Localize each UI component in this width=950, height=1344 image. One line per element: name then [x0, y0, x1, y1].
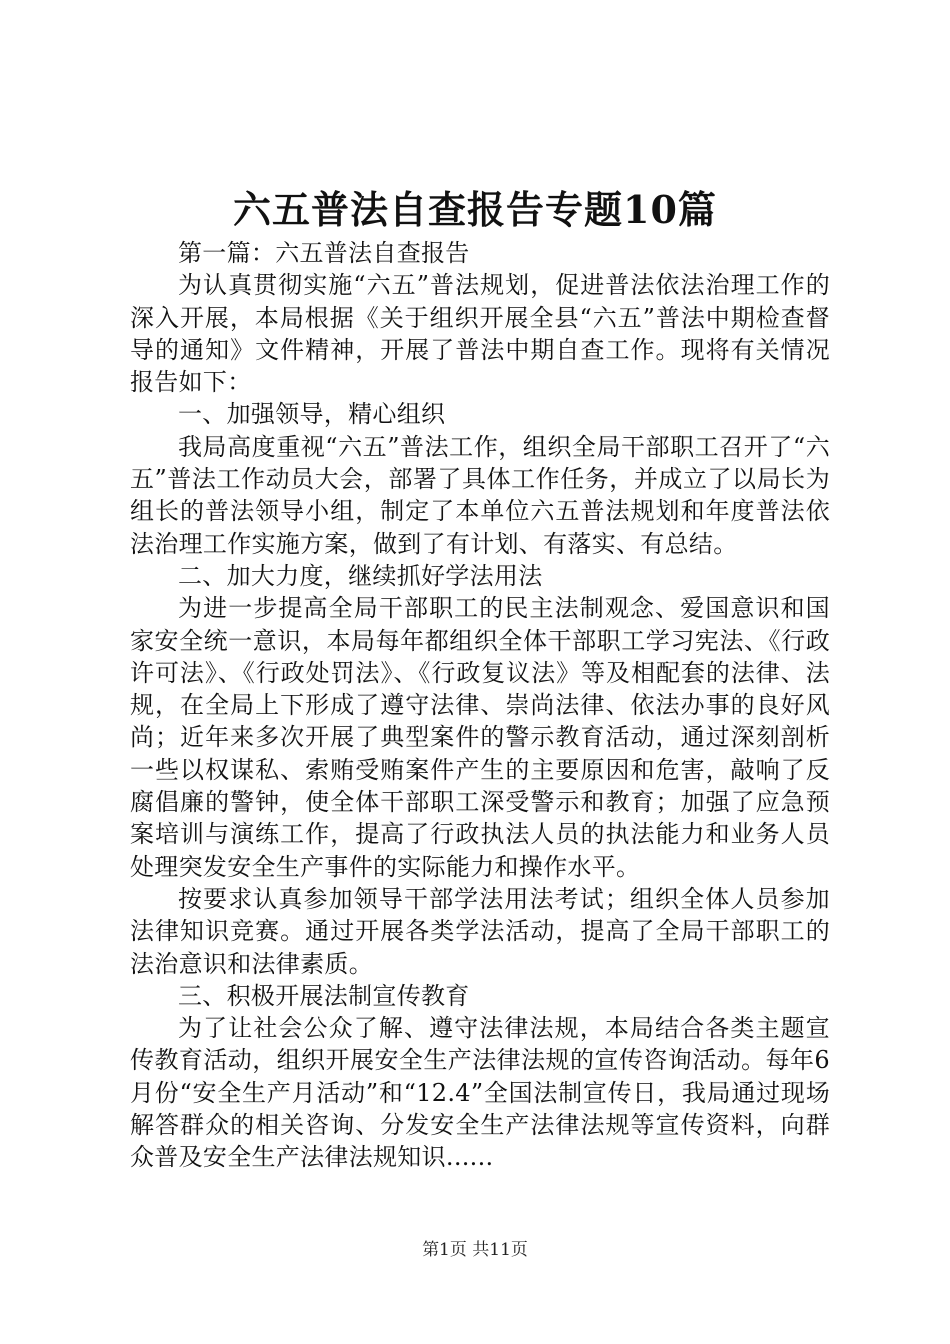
page-number-footer: 第1页 共11页	[422, 1240, 528, 1260]
body-paragraph: 按要求认真参加领导干部学法用法考试；组织全体人员参加法律知识竞赛。通过开展各类学法活动，提高了全局干部职工的法治意识和法律素质。	[130, 884, 830, 978]
body-paragraph: 为认真贯彻实施“六五”普法规划，促进普法依法治理工作的深入开展，本局根据《关于组织开展全县“六五”普法中期检查督导的通知》文件精神，开展了普法中期自查工作。现将有关情况报告如下：	[130, 271, 830, 397]
body-paragraph: 为进一步提高全局干部职工的民主法制观念、爱国意识和国家安全统一意识，本局每年都组织全体干部职工学习宪法、《行政许可法》、《行政处罚法》、《行政复议法》等及相配套的法律、法规，在全局上下形成了遵守法律、崇尚法律、依法办事的良好风尚；近年来多次开展了典型案件的警示教育活动，通过深刻剖析一些以权谋私、索贿受贿案件产生的主要原因和危害，敲响了反腐倡廉的警钟，使全体干部职工深受警示和教育；加强了应急预案培训与演练工作，提高了行政执法人员的执法能力和业务人员处理突发安全生产事件的实际能力和操作水平。	[130, 594, 830, 881]
body-paragraph: 为了让社会公众了解、遵守法律法规，本局结合各类主题宣传教育活动，组织开展安全生产法律法规的宣传咨询活动。每年6月份“安全生产月活动”和“12.4”全国法制宣传日，我局通过现场解答群众的相关咨询、分发安全生产法律法规等宣传资料，向群众普及安全生产法律法规知识......	[130, 1014, 830, 1172]
document-title: 六五普法自查报告专题10篇	[233, 187, 717, 232]
document-body	[130, 237, 830, 1174]
section-heading: 一、加强领导，精心组织	[178, 400, 446, 429]
section-heading: 三、积极开展法制宣传教育	[178, 981, 470, 1010]
section-heading: 二、加大力度，继续抓好学法用法	[178, 561, 543, 590]
body-paragraph: 我局高度重视“六五”普法工作，组织全局干部职工召开了“六五”普法工作动员大会，部署了具体工作任务，并成立了以局长为组长的普法领导小组，制定了本单位六五普法规划和年度普法依法治理工作实施方案，做到了有计划、有落实、有总结。	[130, 432, 830, 558]
section-heading-part-one: 第一篇：六五普法自查报告	[178, 239, 470, 267]
